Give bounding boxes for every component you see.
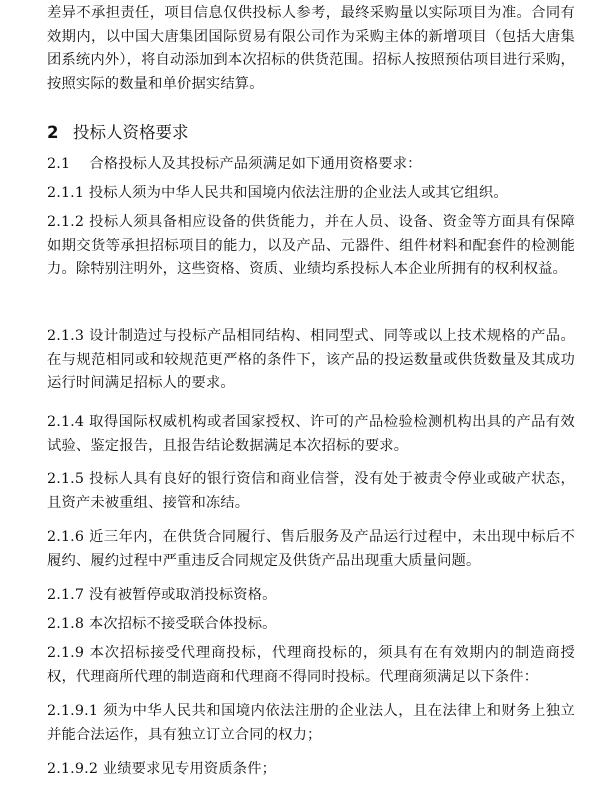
section-number: 2	[47, 123, 59, 142]
clause-2-1-2: 2.1.2 投标人须具备相应设备的供货能力，并在人员、设备、资金等方面具有保障如期交货等承担招标项目的能力，以及产品、元器件、组件材料和配套件的检测能力。除特别注明外，这些资格、资质、业绩均系投标人本企业所拥有的权利权益。	[47, 214, 575, 277]
clause-2-1-8: 2.1.8 本次招标不接受联合体投标。	[47, 616, 277, 632]
clause-2-1-5: 2.1.5 投标人具有良好的银行资信和商业信誉，没有处于被责令停业或破产状态，且资产未被重组、接管和冻结。	[47, 471, 575, 511]
section-heading	[47, 121, 189, 145]
section-title: 投标人资格要求	[73, 123, 189, 142]
clause-2-1-6: 2.1.6 近三年内，在供货合同履行、售后服务及产品运行过程中，未出现中标后不履约、履约过程中严重违反合同规定及供货产品出现重大质量问题。	[47, 529, 575, 569]
clause-2-1-9-2: 2.1.9.2 业绩要求见专用资质条件；	[47, 761, 277, 777]
clause-2-1-1: 2.1.1 投标人须为中华人民共和国境内依法注册的企业法人或其它组织。	[47, 185, 508, 201]
clause-2-1-3: 2.1.3 设计制造过与投标产品相同结构、相同型式、同等或以上技术规格的产品。在与规范相同或和较规范更严格的条件下，该产品的投运数量或供货数量及其成功运行时间满足招标人的要求。	[47, 328, 575, 391]
clause-2-1-9-1: 2.1.9.1 须为中华人民共和国境内依法注册的企业法人，且在法律上和财务上独立并能合法运作，具有独立订立合同的权力；	[47, 703, 575, 743]
intro-paragraph: 差异不承担责任，项目信息仅供投标人参考，最终采购量以实际项目为准。合同有效期内，以中国大唐集团国际贸易有限公司作为采购主体的新增项目（包括大唐集团系统内外），将自动添加到本次招标的供货范围。招标人按照预估项目进行采购，按照实际的数量和单价据实结算。	[47, 5, 575, 92]
clause-2-1-4: 2.1.4 取得国际权威机构或者国家授权、许可的产品检验检测机构出具的产品有效试验、鉴定报告，且报告结论数据满足本次招标的要求。	[47, 414, 575, 454]
clause-2-1: 2.1 合格投标人及其投标产品须满足如下通用资格要求：	[47, 156, 422, 172]
clause-2-1-7: 2.1.7 没有被暂停或取消投标资格。	[47, 587, 277, 603]
clause-2-1-9: 2.1.9 本次招标接受代理商投标，代理商投标的，须具有在有效期内的制造商授权，代理商所代理的制造商和代理商不得同时投标。代理商须满足以下条件：	[47, 645, 575, 685]
